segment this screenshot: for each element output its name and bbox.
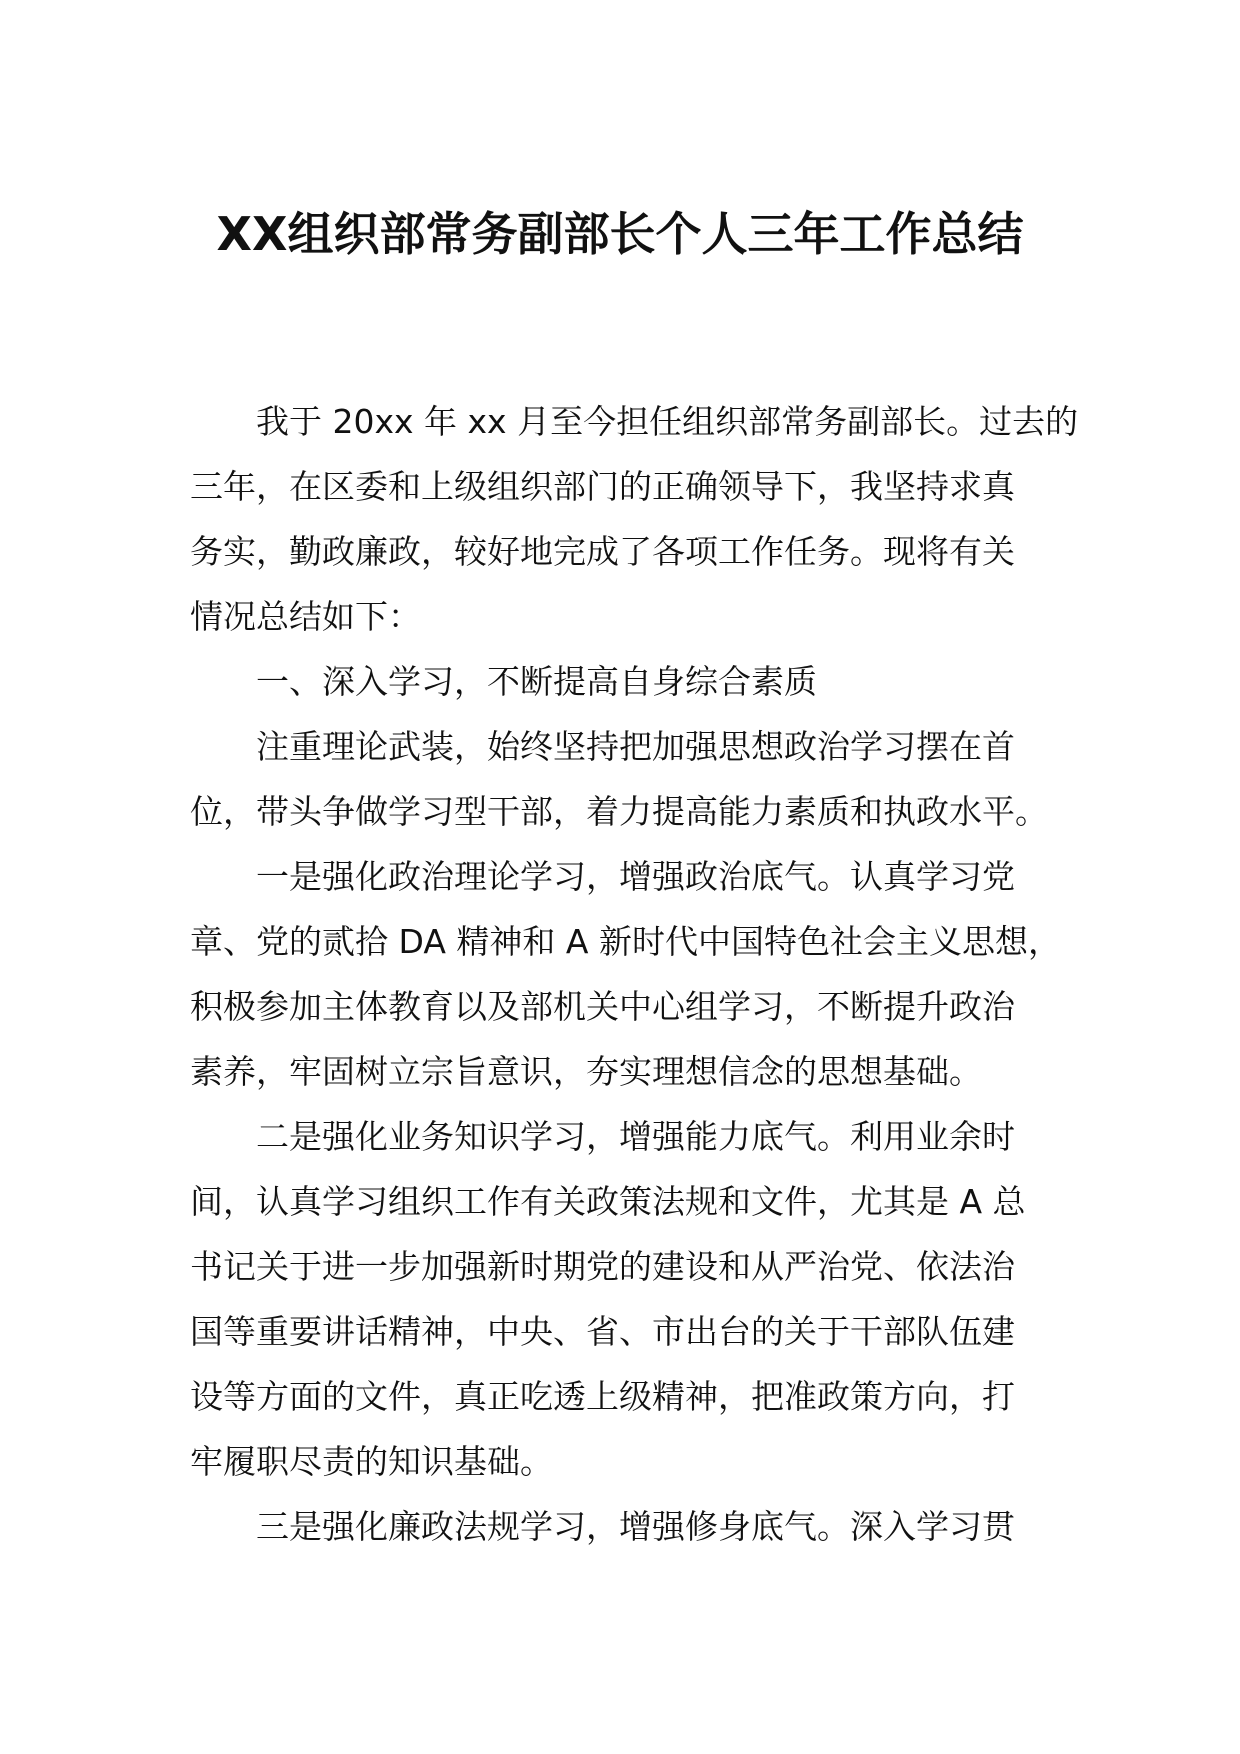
paragraph-line: 间，认真学习组织工作有关政策法规和文件，尤其是 A 总 <box>190 1182 1026 1221</box>
paragraph-line: 书记关于进一步加强新时期党的建设和从严治党、依法治 <box>190 1247 1015 1286</box>
paragraph-line: 积极参加主体教育以及部机关中心组学习，不断提升政治 <box>190 987 1015 1026</box>
paragraph-line: 牢履职尽责的知识基础。 <box>190 1442 553 1481</box>
paragraph-line: 注重理论武装，始终坚持把加强思想政治学习摆在首 <box>256 727 1015 766</box>
paragraph-line: 三年，在区委和上级组织部门的正确领导下，我坚持求真 <box>190 467 1015 506</box>
paragraph-line: 章、党的贰拾 DA 精神和 A 新时代中国特色社会主义思想， <box>190 922 1061 961</box>
document-body <box>190 389 1079 1559</box>
paragraph-line: 情况总结如下： <box>190 597 421 636</box>
paragraph-line: 国等重要讲话精神，中央、省、市出台的关于干部队伍建 <box>190 1312 1015 1351</box>
paragraph-line: 素养，牢固树立宗旨意识，夯实理想信念的思想基础。 <box>190 1052 982 1091</box>
paragraph-line: 一、深入学习，不断提高自身综合素质 <box>256 662 817 701</box>
paragraph-line: 一是强化政治理论学习，增强政治底气。认真学习党 <box>256 857 1015 896</box>
paragraph-line: 务实，勤政廉政，较好地完成了各项工作任务。现将有关 <box>190 532 1015 571</box>
paragraph-line: 我于 20xx 年 xx 月至今担任组织部常务副部长。过去的 <box>256 402 1079 441</box>
paragraph-line: 二是强化业务知识学习，增强能力底气。利用业余时 <box>256 1117 1015 1156</box>
paragraph-line: 三是强化廉政法规学习，增强修身底气。深入学习贯 <box>256 1507 1015 1546</box>
paragraph-line: 设等方面的文件，真正吃透上级精神，把准政策方向，打 <box>190 1377 1015 1416</box>
document-title: XX组织部常务副部长个人三年工作总结 <box>216 207 1024 261</box>
paragraph-line: 位，带头争做学习型干部，着力提高能力素质和执政水平。 <box>190 792 1048 831</box>
